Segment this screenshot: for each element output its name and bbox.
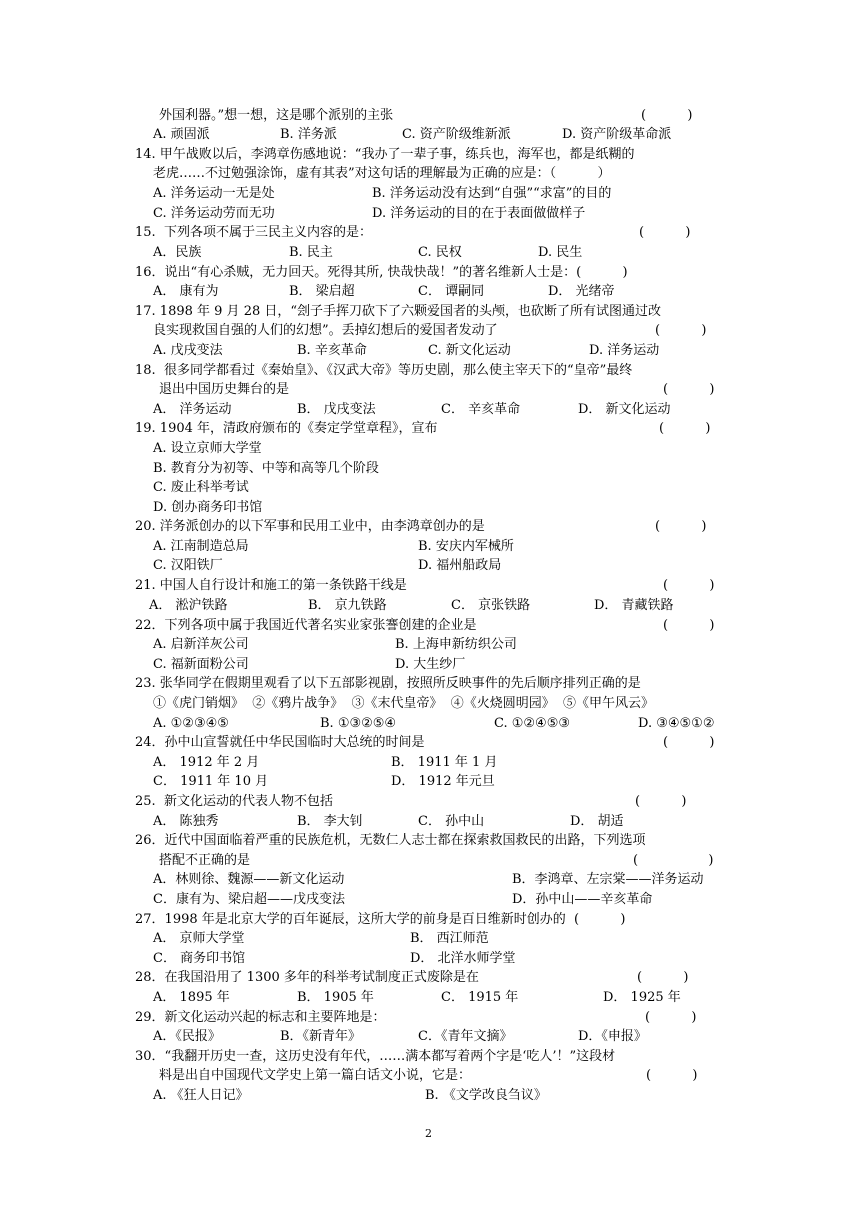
text-line: C. 民权: [418, 245, 462, 260]
text-line: ( ): [663, 578, 715, 593]
text-line: C． 商务印书馆: [153, 951, 246, 966]
text-line: A． 康有为: [153, 284, 219, 299]
text-line: B． 京九铁路: [308, 598, 387, 613]
text-line: ( ): [645, 1010, 697, 1025]
text-line: D. 创办商务印书馆: [153, 500, 263, 515]
text-line: D． 胡适: [570, 814, 624, 829]
text-line: 23. 张华同学在假期里观看了以下五部影视剧，按照所反映事件的先后顺序排列正确的是: [135, 676, 641, 691]
text-line: D． 光绪帝: [548, 284, 615, 299]
text-line: ( ): [633, 853, 714, 868]
text-line: C． 1911 年 10 月: [153, 774, 269, 789]
text-line: ( ): [635, 794, 687, 809]
text-line: A. 洋务运动一无是处: [153, 186, 275, 201]
text-line: 17. 1898 年 9 月 28 日，“刽子手挥刀砍下了六颗爱国者的头颅，也砍断了所有试图通过改: [135, 304, 662, 319]
text-line: D． 1925 年: [603, 990, 681, 1005]
text-line: C． 孙中山: [418, 814, 485, 829]
text-line: C. 废止科举考试: [153, 480, 249, 495]
text-line: D. 大生纱厂: [395, 657, 466, 672]
text-line: A． 1912 年 2 月: [153, 755, 260, 770]
text-line: A． 洋务运动: [153, 402, 232, 417]
text-line: ( ): [655, 323, 707, 338]
text-line: ( ): [646, 1068, 698, 1083]
text-line: C. 福新面粉公司: [153, 657, 249, 672]
text-line: 良实现救国自强的人们的幻想”。丢掉幻想后的爱国者发动了: [153, 323, 498, 338]
text-line: D. 资产阶级革命派: [562, 127, 672, 142]
text-line: D. 洋务运动的目的在于表面做做样子: [372, 206, 586, 221]
text-line: 外国利器。”想一想，这是哪个派别的主张: [159, 108, 394, 123]
text-line: B. ①③②⑤④: [320, 716, 397, 731]
text-line: A. 启新洋灰公司: [153, 637, 249, 652]
page-number: 2: [425, 1127, 432, 1140]
text-line: A． 淞沪铁路: [149, 598, 228, 613]
text-line: D． 青藏铁路: [594, 598, 674, 613]
text-line: ( ): [655, 519, 707, 534]
text-line: C. 洋务运动劳而无功: [153, 206, 275, 221]
text-line: ( ): [663, 735, 715, 750]
text-line: C． 谭嗣同: [418, 284, 485, 299]
text-line: B． 戊戌变法: [297, 402, 376, 417]
text-line: D． 北洋水师学堂: [410, 951, 516, 966]
text-line: 14. 甲午战败以后，李鸿章伤感地说：“我办了一辈子事，练兵也，海军也，都是纸糊的: [135, 147, 635, 162]
text-line: B．《新青年》: [280, 1029, 362, 1044]
text-line: A． 陈独秀: [153, 814, 219, 829]
text-line: 30．“我翻开历史一查，这历史没有年代，……满本都写着两个字是‘吃人’！”这段材: [135, 1049, 616, 1064]
text-line: ①《虎门销烟》 ②《鸦片战争》 ③《末代皇帝》 ④《火烧圆明园》 ⑤《甲午风云》: [153, 696, 655, 711]
text-line: ( ): [663, 618, 715, 633]
text-line: 料是出自中国现代文学史上第一篇白话文小说，它是：: [159, 1068, 472, 1083]
text-line: 15. 下列各项不属于三民主义内容的是：: [135, 225, 372, 240]
text-line: D. ③④⑤①②: [638, 716, 715, 731]
text-line: ( ): [641, 108, 693, 123]
text-line: B． 1911 年 1 月: [391, 755, 498, 770]
text-line: B. 洋务派: [280, 127, 337, 142]
text-line: B. 《文学改良刍议》: [425, 1088, 547, 1103]
text-line: 22．下列各项中属于我国近代著名实业家张謇创建的企业是: [135, 618, 477, 633]
text-line: B． 李大钊: [297, 814, 363, 829]
text-line: 25. 新文化运动的代表人物不包括: [135, 794, 333, 809]
text-line: C. 资产阶级维新派: [402, 127, 511, 142]
text-line: B. 辛亥革命: [297, 343, 367, 358]
text-line: B． 1905 年: [297, 990, 374, 1005]
text-line: A．《民报》: [153, 1029, 221, 1044]
text-line: 24．孙中山宣誓就任中华民国临时大总统的时间是: [135, 735, 425, 750]
text-line: B. 安庆内军械所: [418, 539, 514, 554]
text-line: C. ①②④⑤③: [494, 716, 571, 731]
text-line: C． 京张铁路: [451, 598, 531, 613]
text-line: B．李鸿章、左宗棠——洋务运动: [512, 872, 704, 887]
text-line: ( ): [663, 382, 715, 397]
text-line: A．民族: [153, 245, 202, 260]
text-line: ( ): [659, 421, 711, 436]
text-line: C．康有为、梁启超——戊戌变法: [153, 892, 345, 907]
text-line: A. 设立京师大学堂: [153, 441, 262, 456]
text-line: C. 新文化运动: [428, 343, 511, 358]
text-line: D. 民生: [538, 245, 583, 260]
text-line: B. 上海申新纺织公司: [395, 637, 517, 652]
text-line: 21. 中国人自行设计和施工的第一条铁路干线是: [135, 578, 407, 593]
text-line: C. 汉阳铁厂: [153, 558, 223, 573]
text-line: 18. 很多同学都看过《秦始皇》、《汉武大帝》等历史剧，那么使主宰天下的“皇帝”最终: [135, 363, 633, 378]
text-line: A. 《狂人日记》: [153, 1088, 249, 1103]
text-line: D. 福州船政局: [418, 558, 502, 573]
text-line: B. 民主: [289, 245, 333, 260]
text-line: C． 辛亥革命: [441, 402, 521, 417]
text-line: A. 顽固派: [153, 127, 210, 142]
text-line: A. 戊戌变法: [153, 343, 223, 358]
text-line: A．林则徐、魏源——新文化运动: [153, 872, 345, 887]
text-line: 26．近代中国面临着严重的民族危机，无数仁人志士都在探索救国救民的出路，下列选项: [135, 833, 646, 848]
text-line: C． 1915 年: [441, 990, 519, 1005]
text-line: 老虎……不过勉强涂饰，虚有其表”对这句话的理解最为正确的应是：（ ）: [153, 166, 611, 181]
text-line: 27．1998 年是北京大学的百年诞辰，这所大学的前身是百日维新时创办的 ( ): [135, 912, 626, 927]
text-line: A． 京师大学堂: [153, 931, 245, 946]
text-line: 退出中国历史舞台的是: [159, 382, 290, 397]
text-line: A． 1895 年: [153, 990, 230, 1005]
text-line: 19. 1904 年，清政府颁布的《奏定学堂章程》，宣布: [135, 421, 438, 436]
text-line: B． 西江师范: [410, 931, 489, 946]
text-line: B. 洋务运动没有达到“自强”“求富”的目的: [372, 186, 612, 201]
text-line: A. ①②③④⑤: [153, 716, 229, 731]
text-line: D． 新文化运动: [578, 402, 671, 417]
text-line: ( ): [639, 225, 691, 240]
text-line: D．《申报》: [578, 1029, 647, 1044]
text-line: B． 梁启超: [289, 284, 355, 299]
text-line: 28．在我国沿用了 1300 多年的科举考试制度正式废除是在: [135, 970, 479, 985]
text-line: D．孙中山——辛亥革命: [512, 892, 653, 907]
text-line: D. 洋务运动: [589, 343, 660, 358]
text-line: B. 教育分为初等、中等和高等几个阶段: [153, 461, 379, 476]
text-line: 29．新文化运动兴起的标志和主要阵地是：: [135, 1010, 386, 1025]
text-line: A. 江南制造总局: [153, 539, 249, 554]
text-line: 20. 洋务派创办的以下军事和民用工业中，由李鸿章创办的是: [135, 519, 485, 534]
text-line: D． 1912 年元旦: [391, 774, 495, 789]
text-line: 16．说出“有心杀贼，无力回天。死得其所, 快哉快哉！”的著名维新人士是：( ): [135, 265, 628, 280]
text-line: C．《青年文摘》: [418, 1029, 513, 1044]
text-line: 搭配不正确的是: [159, 853, 251, 868]
text-line: ( ): [637, 970, 689, 985]
